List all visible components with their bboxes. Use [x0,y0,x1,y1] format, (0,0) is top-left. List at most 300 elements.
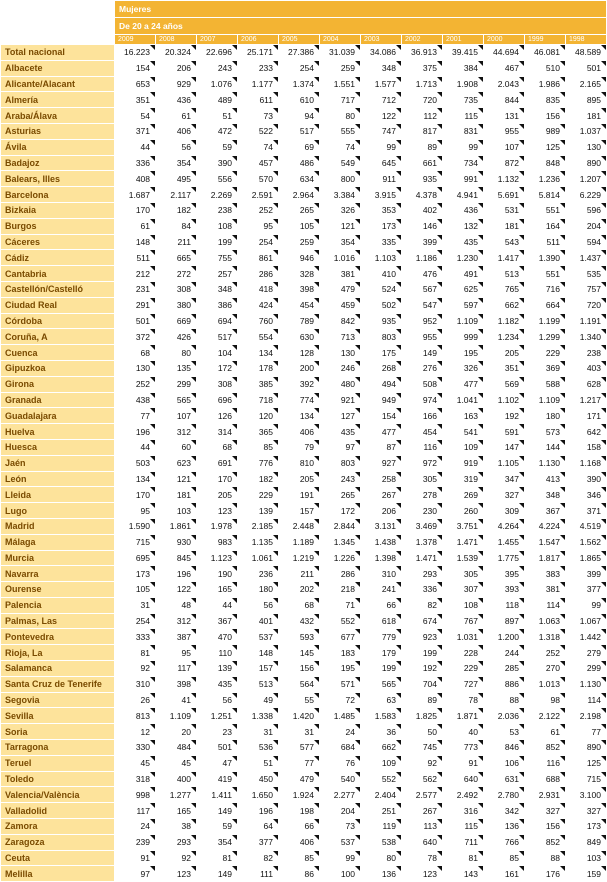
province-name: Bizkaia [1,203,114,218]
province-name: Sevilla [1,708,114,723]
value-cell: 149 [402,345,442,360]
table-row [1,156,606,171]
value-cell: 328 [279,266,319,281]
value-cell: 183 [320,645,360,660]
value-cell: 110 [197,645,237,660]
value-cell: 107 [156,408,196,423]
value-cell: 49 [238,693,278,708]
value-cell: 278 [402,487,442,502]
value-cell: 12 [115,724,155,739]
value-cell: 551 [525,266,565,281]
value-cell: 594 [566,235,606,250]
value-cell: 426 [156,329,196,344]
value-cell: 158 [566,440,606,455]
value-cell: 852 [525,740,565,755]
value-cell: 195 [320,661,360,676]
value-cell: 172 [320,503,360,518]
value-cell: 131 [484,108,524,123]
value-cell: 109 [361,756,401,771]
value-cell: 766 [484,835,524,850]
value-cell: 342 [484,803,524,818]
value-cell: 1.417 [484,250,524,265]
value-cell: 1.123 [197,551,237,566]
value-cell: 773 [443,740,483,755]
value-cell: 312 [156,614,196,629]
value-cell: 1.437 [566,250,606,265]
year-header: 2005 [279,35,319,44]
value-cell: 181 [484,219,524,234]
table-row [1,598,606,613]
value-cell: 24 [320,724,360,739]
value-cell: 401 [238,614,278,629]
value-cell: 765 [484,282,524,297]
value-cell: 454 [279,298,319,313]
value-cell: 392 [279,377,319,392]
value-cell: 477 [443,377,483,392]
value-cell: 116 [525,756,565,771]
value-cell: 99 [566,598,606,613]
value-cell: 625 [443,282,483,297]
value-cell: 231 [115,282,155,297]
province-name: Cantabria [1,266,114,281]
value-cell: 2.043 [484,77,524,92]
value-cell: 895 [566,92,606,107]
value-cell: 159 [566,866,606,881]
value-cell: 1.924 [279,787,319,802]
value-cell: 212 [115,266,155,281]
value-cell: 103 [156,503,196,518]
value-cell: 1.041 [443,393,483,408]
table-row [1,377,606,392]
value-cell: 63 [361,693,401,708]
table-row [1,140,606,155]
table-row [1,424,606,439]
table-row [1,235,606,250]
value-cell: 1.177 [238,77,278,92]
value-cell: 403 [566,361,606,376]
value-cell: 476 [402,266,442,281]
year-header: 2008 [156,35,196,44]
value-cell: 76 [320,756,360,771]
value-cell: 50 [402,724,442,739]
province-name: Granada [1,393,114,408]
value-cell: 513 [238,677,278,692]
province-name: Ourense [1,582,114,597]
province-name: Jaén [1,456,114,471]
value-cell: 1.345 [320,535,360,550]
value-cell: 108 [443,598,483,613]
value-cell: 653 [115,77,155,92]
value-cell: 91 [115,851,155,866]
value-cell: 380 [156,298,196,313]
value-cell: 127 [320,408,360,423]
value-cell: 176 [525,866,565,881]
value-cell: 1.420 [279,708,319,723]
value-cell: 98 [525,693,565,708]
table-row [1,551,606,566]
province-name: Girona [1,377,114,392]
value-cell: 117 [156,661,196,676]
value-cell: 1.207 [566,171,606,186]
value-cell: 377 [566,582,606,597]
value-cell: 269 [443,487,483,502]
value-cell: 1.105 [484,456,524,471]
value-cell: 1.130 [525,456,565,471]
value-cell: 123 [402,866,442,881]
value-cell: 291 [115,298,155,313]
value-cell: 955 [484,124,524,139]
value-cell: 130 [320,345,360,360]
table-row [1,740,606,755]
value-cell: 457 [238,156,278,171]
value-cell: 551 [525,203,565,218]
value-cell: 502 [361,298,401,313]
value-cell: 645 [361,156,401,171]
value-cell: 36.913 [402,45,442,60]
value-cell: 180 [525,408,565,423]
value-cell: 326 [443,361,483,376]
value-cell: 640 [402,835,442,850]
value-cell: 123 [156,866,196,881]
province-name: Pontevedra [1,629,114,644]
value-cell: 1.338 [238,708,278,723]
table-row [1,171,606,186]
value-cell: 79 [279,440,319,455]
value-cell: 524 [361,282,401,297]
value-cell: 381 [320,266,360,281]
value-cell: 755 [197,250,237,265]
value-cell: 229 [443,661,483,676]
value-cell: 848 [525,156,565,171]
value-cell: 44 [115,140,155,155]
value-cell: 1.551 [320,77,360,92]
table-row [1,187,606,202]
year-header: 2006 [238,35,278,44]
table-row [1,503,606,518]
value-cell: 398 [279,282,319,297]
value-cell: 549 [320,156,360,171]
value-cell: 757 [566,282,606,297]
value-cell: 1.650 [238,787,278,802]
value-cell: 86 [279,866,319,881]
value-cell: 1.908 [443,77,483,92]
value-cell: 537 [320,835,360,850]
value-cell: 1.102 [484,393,524,408]
value-cell: 1.817 [525,551,565,566]
value-cell: 511 [525,235,565,250]
value-cell: 147 [484,440,524,455]
value-cell: 556 [197,171,237,186]
header-row-title [1,1,606,17]
value-cell: 330 [115,740,155,755]
value-cell: 31 [115,598,155,613]
value-cell: 494 [361,377,401,392]
value-cell: 229 [525,345,565,360]
year-header: 2000 [484,35,524,44]
value-cell: 365 [238,424,278,439]
value-cell: 1.398 [361,551,401,566]
value-cell: 3.131 [361,519,401,534]
table-row [1,219,606,234]
value-cell: 631 [484,772,524,787]
value-cell: 472 [197,124,237,139]
value-cell: 1.217 [566,393,606,408]
value-cell: 154 [115,61,155,76]
value-cell: 139 [238,503,278,518]
value-cell: 103 [566,851,606,866]
table-row [1,756,606,771]
value-cell: 479 [279,772,319,787]
header-row-subtitle [1,18,606,34]
value-cell: 71 [320,598,360,613]
province-name: Toledo [1,772,114,787]
value-cell: 196 [115,424,155,439]
value-cell: 522 [238,124,278,139]
value-cell: 310 [115,677,155,692]
value-cell: 2.122 [525,708,565,723]
province-name: Santa Cruz de Tenerife [1,677,114,692]
table-row [1,77,606,92]
table-row [1,535,606,550]
province-name: Zamora [1,819,114,834]
value-cell: 1.583 [361,708,401,723]
value-cell: 229 [238,487,278,502]
value-cell: 205 [484,345,524,360]
value-cell: 537 [238,629,278,644]
value-cell: 395 [484,566,524,581]
value-cell: 233 [238,61,278,76]
value-cell: 77 [566,724,606,739]
value-cell: 387 [156,629,196,644]
value-cell: 662 [484,298,524,313]
value-cell: 272 [156,266,196,281]
value-cell: 1.109 [525,393,565,408]
value-cell: 268 [361,361,401,376]
value-cell: 1.186 [402,250,442,265]
value-cell: 774 [279,393,319,408]
value-cell: 1.562 [566,535,606,550]
value-cell: 3.384 [320,187,360,202]
table-body [1,45,606,881]
value-cell: 919 [443,456,483,471]
table-row [1,724,606,739]
value-cell: 116 [402,440,442,455]
table-row [1,708,606,723]
value-cell: 20 [156,724,196,739]
value-cell: 408 [115,171,155,186]
value-cell: 61 [156,108,196,123]
value-cell: 399 [402,235,442,250]
value-cell: 593 [279,629,319,644]
value-cell: 27.386 [279,45,319,60]
value-cell: 2.780 [484,787,524,802]
value-cell: 640 [443,772,483,787]
value-cell: 459 [320,298,360,313]
value-cell: 2.577 [402,787,442,802]
value-cell: 204 [320,803,360,818]
value-cell: 432 [279,614,319,629]
value-cell: 384 [443,61,483,76]
value-cell: 369 [525,361,565,376]
value-cell: 1.378 [402,535,442,550]
value-cell: 1.277 [156,787,196,802]
value-cell: 2.277 [320,787,360,802]
value-cell: 196 [238,803,278,818]
province-name: Gipuzkoa [1,361,114,376]
value-cell: 535 [566,266,606,281]
value-cell: 1.438 [361,535,401,550]
value-cell: 114 [525,598,565,613]
value-cell: 517 [197,329,237,344]
value-cell: 1.687 [115,187,155,202]
value-cell: 402 [402,203,442,218]
province-name: Almería [1,92,114,107]
value-cell: 82 [402,598,442,613]
value-cell: 577 [279,740,319,755]
value-cell: 410 [361,266,401,281]
value-cell: 351 [484,361,524,376]
value-cell: 381 [525,582,565,597]
value-cell: 1.577 [361,77,401,92]
table-row [1,361,606,376]
value-cell: 711 [443,835,483,850]
value-cell: 156 [525,819,565,834]
value-cell: 354 [156,156,196,171]
value-cell: 267 [402,803,442,818]
year-header: 2001 [443,35,483,44]
value-cell: 121 [156,472,196,487]
value-cell: 191 [279,487,319,502]
value-cell: 134 [238,345,278,360]
value-cell: 286 [238,266,278,281]
value-cell: 1.236 [525,171,565,186]
year-header: 2002 [402,35,442,44]
value-cell: 4.941 [443,187,483,202]
province-name: Balears, Illes [1,171,114,186]
value-cell: 55 [279,693,319,708]
province-name: Palmas, Las [1,614,114,629]
table-row [1,329,606,344]
value-cell: 5.691 [484,187,524,202]
value-cell: 81 [197,851,237,866]
value-cell: 24 [115,819,155,834]
value-cell: 173 [361,219,401,234]
value-cell: 134 [279,408,319,423]
value-cell: 371 [115,124,155,139]
value-cell: 122 [156,582,196,597]
value-cell: 1.299 [525,329,565,344]
value-cell: 1.037 [566,124,606,139]
value-cell: 80 [361,851,401,866]
value-cell: 346 [566,487,606,502]
value-cell: 16.223 [115,45,155,60]
table-title: Mujeres [115,1,606,17]
year-header: 2007 [197,35,237,44]
value-cell: 305 [402,472,442,487]
province-name: Ávila [1,140,114,155]
value-cell: 1.226 [320,551,360,566]
value-cell: 95 [238,219,278,234]
province-name: Barcelona [1,187,114,202]
value-cell: 305 [443,566,483,581]
value-cell: 236 [238,566,278,581]
value-cell: 44 [197,598,237,613]
value-cell: 1.103 [361,250,401,265]
value-cell: 1.865 [566,551,606,566]
value-cell: 1.471 [402,551,442,566]
value-cell: 205 [279,472,319,487]
value-cell: 285 [484,661,524,676]
value-cell: 259 [320,61,360,76]
table-row [1,772,606,787]
value-cell: 161 [484,866,524,881]
value-cell: 170 [115,203,155,218]
value-cell: 484 [156,740,196,755]
value-cell: 64 [238,819,278,834]
value-cell: 314 [197,424,237,439]
province-name: Murcia [1,551,114,566]
table-row [1,677,606,692]
value-cell: 536 [238,740,278,755]
value-cell: 132 [443,219,483,234]
value-cell: 842 [320,314,360,329]
value-cell: 562 [402,772,442,787]
value-cell: 5.814 [525,187,565,202]
value-cell: 243 [320,472,360,487]
value-cell: 95 [156,645,196,660]
province-name: Lleida [1,487,114,502]
value-cell: 59 [197,140,237,155]
value-cell: 419 [197,772,237,787]
value-cell: 669 [156,314,196,329]
value-cell: 2.165 [566,77,606,92]
value-cell: 517 [279,124,319,139]
value-cell: 367 [525,503,565,518]
value-cell: 718 [238,393,278,408]
value-cell: 677 [320,629,360,644]
value-cell: 413 [525,472,565,487]
value-cell: 610 [279,92,319,107]
value-cell: 299 [566,661,606,676]
value-cell: 390 [197,156,237,171]
value-cell: 260 [443,503,483,518]
value-cell: 148 [115,235,155,250]
province-name: Córdoba [1,314,114,329]
value-cell: 2.964 [279,187,319,202]
province-name: Cádiz [1,250,114,265]
value-cell: 642 [566,424,606,439]
value-cell: 713 [320,329,360,344]
value-cell: 1.182 [484,314,524,329]
table-row [1,282,606,297]
value-cell: 22.696 [197,45,237,60]
value-cell: 89 [402,140,442,155]
value-cell: 435 [197,677,237,692]
table-row [1,851,606,866]
value-cell: 68 [115,345,155,360]
value-cell: 69 [279,140,319,155]
value-cell: 72 [320,693,360,708]
table-row [1,629,606,644]
value-cell: 611 [238,92,278,107]
value-cell: 143 [443,866,483,881]
province-name: Cáceres [1,235,114,250]
value-cell: 1.547 [525,535,565,550]
value-cell: 128 [279,345,319,360]
province-name: León [1,472,114,487]
value-cell: 2.448 [279,519,319,534]
value-cell: 1.063 [525,614,565,629]
